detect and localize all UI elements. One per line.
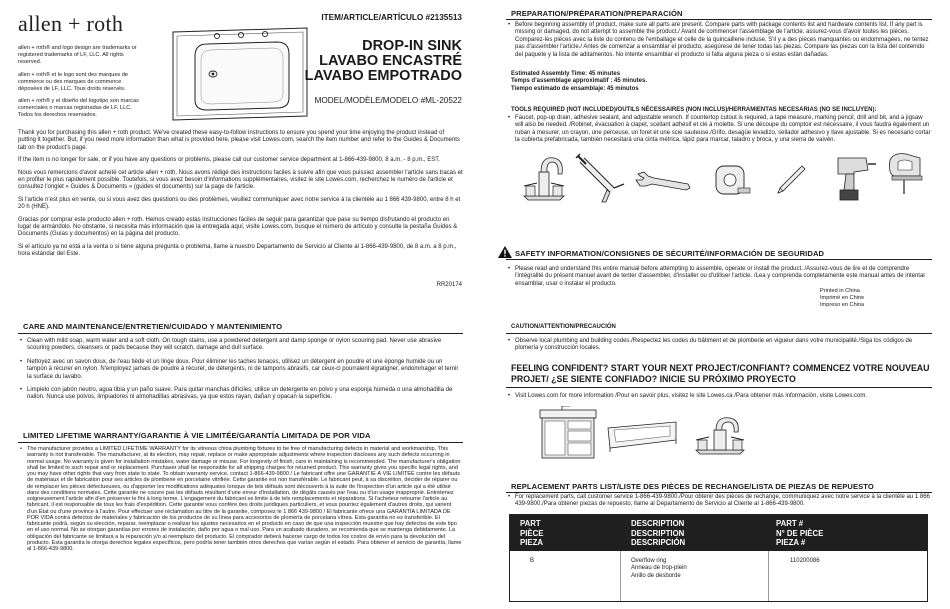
intro-fr-2: Si l'article n'est plus en vente, ou si vous avez des questions ou des problèmes, veuillez communiquer avec notre service à la clientèle au 1 866 439-9800, entre 8 h et 20 h (HNE).: [18, 196, 461, 211]
title-es: LAVABO EMPOTRADO: [304, 68, 462, 84]
item-number: ITEM/ARTICLE/ARTÍCULO #2135513: [321, 13, 462, 22]
col-part-es: PIEZA: [520, 538, 543, 547]
trademark-en: allen + roth® and logo design are trademarks or registered trademarks of LF, LLC. All rights reserved.: [18, 45, 137, 65]
confident-list: [508, 393, 932, 404]
col-desc-header: [631, 519, 685, 548]
warranty-list: [20, 446, 463, 556]
printed-in-es: Impreso en China: [820, 301, 865, 308]
wrench-icon: [632, 168, 694, 192]
prep-list: [508, 22, 932, 63]
brand-logo: allen + roth: [18, 11, 124, 36]
confident-rule: [506, 387, 932, 388]
prep-rule: [506, 19, 932, 20]
confident-text: • Visit Lowes.com for more information /Pour en savoir plus, visitez le site Lowes.ca /Para obtener más información, visite Lowes.com.: [508, 393, 932, 400]
safety-list: [508, 266, 932, 292]
row-part: B: [530, 558, 535, 564]
row-desc-es: Anillo de desborde: [631, 572, 681, 579]
col-num-en: PART #: [776, 519, 804, 528]
col-part-fr: PIÈCE: [520, 528, 544, 538]
col-divider-2: [768, 551, 769, 601]
row-desc-en: Overflow ring: [631, 558, 667, 564]
caution-rule: [506, 333, 932, 334]
intro-es-2: Si el artículo ya no está a la venta o si tiene alguna pregunta o problema, llame a nuestro Departamento de Servicio al Cliente al 1-866-439-9800, de 8 a.m. a 8 p.m., hora estándar del Este.: [18, 243, 457, 258]
replacement-text: • For replacement parts, call customer service 1-866-439-9800./Pour obtenir des pièces de rechange, communiquez avec notre service à la clientèle au 1 866 439-9800./Para obtener piezas de repuesto, llame al Departamento de Servicio al Cliente al 1-866-439-9800.: [508, 494, 932, 509]
assembly-time: [511, 71, 811, 93]
intro-text: [18, 130, 463, 259]
care-heading: CARE AND MAINTENANCE/ENTRETIEN/CUIDADO Y MANTENIMIENTO: [23, 322, 283, 331]
faucet-icon: [520, 150, 568, 202]
assembly-time-es: Tiempo estimado de ensamblaje: 45 minutos: [511, 85, 639, 92]
title-en: DROP-IN SINK: [362, 38, 462, 54]
model-number: MODEL/MODÈLE/MODELO #ML-20522: [314, 96, 462, 105]
row-desc: [631, 558, 687, 580]
intro-en-1: Thank you for purchasing this allen + roth product. We've created these easy-to-follow instructions to ensure you spend your time enjoying the product instead of putting it together. But, if you need more information than what is provided here, please visit Lowes.com, search the item number and refer to the Guides & Documents tab on the product's page.: [18, 130, 460, 151]
col-desc-en: DESCRIPTION: [631, 519, 685, 528]
replacement-heading: REPLACEMENT PARTS LIST/LISTE DES PIÈCES DE RECHANGE/LISTA DE PIEZAS DE REPUESTO: [511, 482, 874, 491]
prep-heading: PREPARATION/PRÉPARATION/PREPARACIÓN: [511, 9, 683, 18]
title-fr: LAVABO ENCASTRÉ: [319, 53, 462, 69]
caution-heading: CAUTION/ATTENTION/PRECAUCIÓN: [511, 324, 616, 330]
assembly-time-fr: Temps d'assemblage approximatif : 45 minutes.: [511, 78, 648, 85]
col-part-header: [520, 519, 543, 548]
care-rule: [18, 333, 463, 334]
row-part-number: 110200086: [790, 558, 820, 564]
caution-list: [508, 338, 932, 357]
caulk-gun-icon: [572, 150, 628, 206]
safety-heading: SAFETY INFORMATION/CONSIGNES DE SÉCURITÉ/INFORMACIÓN DE SEGURIDAD: [515, 249, 825, 258]
document-code: RR20174: [436, 282, 462, 288]
trademark-es: allen + roth® y el diseño del logotipo son marcas comerciales o marcas registradas de LF, LLC. Todos los derechos reservados.: [18, 98, 139, 119]
row-desc-fr: Anneau de trop-plein: [631, 565, 687, 572]
col-desc-es: DESCRIPCIÓN: [631, 538, 686, 547]
pencil-icon: [774, 162, 808, 196]
vanity-icon: [536, 406, 600, 462]
tape-measure-icon: [712, 160, 752, 200]
intro-en-2: If the item is no longer for sale, or if you have any questions or problems, please call our customer service department at 1-866-439-9800, 8 a.m. - 8 p.m., EST.: [18, 157, 440, 164]
assembly-time-en: Estimated Assembly Time: 45 minutes: [511, 71, 621, 77]
tools-text: • Faucet, pop-up drain, adhesive sealant, and adjustable wrench. If countertop cutout is required, a tape measure, marking pencil, drill and bit, and a jigsaw will also be needed. /Robinet, évacuation à clapet, scellant adhésif et clé à molette. Si une découpe du comptoir est nécessaire, il vous faudra également un ruban à mesurer, un crayon, une perceuse, un foret et une scie sauteuse./Grifo, desagüe levadizo, sellador adhesivo y llave ajustable. Si es necesario cortar la cubierta prefabricada, también necesitará una cinta métrica, lápiz para marcar, taladro y broca, y una sierra de vaivén.: [508, 115, 932, 145]
drill-icon: [832, 150, 878, 202]
col-part-en: PART: [520, 519, 541, 528]
tools-list: [508, 115, 932, 149]
col-num-es: PIEZA #: [776, 538, 806, 547]
intro-es-1: Gracias por comprar este producto allen + roth. Hemos creado estas instrucciones fáciles de seguir para garantizar que pase su tiempo disfrutando el producto en lugar de armándolo. No obstante, si necesita más información que la entregada aquí, visite Lowes.com, busque el número de artículo y consulte la pestaña Guides & Documents (Guías y documentos) en la página del producto.: [18, 216, 458, 238]
care-item-en: • Clean with mild soap, warm water and a soft cloth. On tough stains, use a powdered detergent and damp sponge or nylon scouring pad. Never use abrasive scouring powders, cleansers or pads because they will scratch, damage and dull surface.: [20, 338, 463, 353]
caution-text: • Observe local plumbing and building codes./Respectez les codes du bâtiment et de plomberie en vigueur dans votre municipalité./Siga los códigos de plomería y construcción locales.: [508, 338, 932, 353]
replacement-rule: [506, 492, 932, 493]
parts-table: [509, 514, 928, 602]
jigsaw-icon: [884, 150, 928, 202]
replacement-list: [508, 494, 932, 513]
care-item-fr: • Nettoyez avec un savon doux, de l'eau tiède et un linge doux. Pour éliminer les taches tenaces, utilisez un détergent en poudre et une éponge humide ou un tampon à récurer en nylon. N'employez jamais de poudre à récurer, de détergents, ni de tampons abrasifs, car ceux-ci pourraient égratigner, endommager et ternir la surface du lavabo.: [20, 359, 463, 381]
bathtub-icon: [606, 418, 678, 454]
col-divider-1: [620, 551, 621, 601]
prep-text: • Before beginning assembly of product, make sure all parts are present. Compare parts with package contents list and hardware contents list. If any part is missing or damaged, do not attempt to assemble the product./ Avant de commencer l'assemblage de l'article, assurez-vous d'avoir toutes les pièces. Comparez-les pièces avec la liste du contenu de l'emballage et celle de la quincaillerie incluse. S'il y a des pièces manquantes ou endommagées, ne tentez pas d'assembler l'article./ Antes de comenzar a ensamblar el producto, asegúrese de tener todas las piezas. Compare las piezas con la lista del contenido del paquete y la lista de aditamentos. No intente ensamblar el producto si falta alguna pieza o si estas están dañadas.: [508, 22, 932, 59]
tools-heading: TOOLS REQUIRED (NOT INCLUDED)/OUTILS NÉCESSAIRES (NON INCLUS)/HERRAMIENTAS NECESARIAS (NO SE INCLUYEN):: [511, 107, 877, 113]
col-num-fr: N° DE PIÈCE: [776, 528, 824, 538]
col-num-header: [776, 519, 823, 548]
care-list: [20, 338, 463, 406]
col-desc-fr: DESCRIPTION: [631, 528, 685, 538]
warranty-rule: [18, 442, 463, 443]
confident-heading: FEELING CONFIDENT? START YOUR NEXT PROJECT/CONFIANT? COMMENCEZ VOTRE NOUVEAU PROJET/ ¿SE SIENTE CONFIADO? INICIE SU PRÓXIMO PROYECTO: [511, 363, 930, 384]
safety-text: • Please read and understand this entire manual before attempting to assemble, operate or install the product. /Assurez-vous de lire et de comprendre l'intégralité du présent manuel avant de tenter d'assembler, d'installer ou d'utiliser l'article. /Lea y comprenda completamente este manual antes de intentar ensamblar, usar o instalar el producto.: [508, 266, 932, 288]
bath-faucet-icon: [690, 412, 750, 456]
trademark-fr: allen + roth® et le logo sont des marques de commerce ou des marques de commerce déposées de LF, LLC. Tous droits réservés.: [18, 71, 129, 92]
care-item-es: • Limpielo con jabón neutro, agua tibia y un paño suave. Para quitar manchas difíciles, utilice un detergente en polvo y una esponja húmeda o una almohadilla de nailon. Nunca use polvos, limpiadores ni almohadillas abrasivas, ya que estos rayan, dañan y opacan la superficie.: [20, 387, 463, 402]
intro-fr-1: Nous vous remercions d'avoir acheté cet article allen + roth. Nous avons rédigé des instructions faciles à suivre afin que vous puissiez assembler l'article sans tracas et en profiter le plus rapidement possible. Toutefois, si vous avez besoin d'informations supplémentaires, visitez le site Lowes.com, recherchez le numéro de l'article et consultez l'onglet « Guides & Documents » (guides et documents) sur la page de l'article.: [18, 169, 463, 191]
safety-rule: [506, 259, 932, 260]
printed-in-en: Printed in China: [820, 288, 860, 294]
printed-in-fr: Imprimé en Chine: [820, 294, 865, 301]
warranty-heading: LIMITED LIFETIME WARRANTY/GARANTIE À VIE LIMITÉE/GARANTÍA LIMITADA DE POR VIDA: [23, 431, 371, 440]
warranty-text: • The manufacturer provides a LIMITED LIFETIME WARRANTY for its vitreous china plumbing fixtures to be free of manufacturing defects in material and workmanship. This warranty is not transferable. The manufacturer, at its election, may repair, replace or make appropriate adjustments where inspection discloses any such defects occurring in normal usage. No warranty is given for installation mistakes, water damage or misuse. For longevity of finish, care in maintaining is recommended. The manufacturer's obligation shall be limited to such repair and or replacement. Purchaser shall be responsible for all shipping charges for returned product. This warranty gives you specific legal rights, and you may have other rights that vary from state to state. To obtain warranty service, contact 1-866-439-9800 / Le fabricant offre une GARANTIE À VIE LIMITÉE contre les défauts de matériaux et de fabrication pour ses articles de plomberie en porcelaine vitrifiée. Cette garantie est non transférable. Le fabricant peut, à sa discrétion, décider de réparer ou de remplacer les pièces défectueuses, ou d'apporter les modifications adéquates lorsque de tels défauts sont découverts à la suite de l'inspection d'un article qui a été utilisé dans des conditions normales. Cette garantie ne couvre pas les défauts résultant d'une erreur d'installation, de dégâts causés par l'eau ou d'un usage inapproprié. Entretenez soigneusement l'article afin d'en préserver le fini à long terme. L'engagement du fabricant se limite à de tels remplacements et réparations. Si l'acheteur retourne l'article au fabricant, il est responsable de tous les frais d'expédition. Cette garantie vous confère des droits juridiques particuliers, et vous pourriez également d'autres droits, qui varient d'un État ou d'une province à l'autre. Pour effectuer une réclamation au titre de la garantie, composez le 1 866 439-9800 / El fabricante ofrece una GARANTÍA LIMITADA DE POR VIDA contra defectos de materiales y fabricación de los productos de su línea para accesorios de plomería de porcelana vítrea. Esta garantía no es transferible. El fabricante podrá, según su elección, reparar, reemplazar o realizar los ajustes necesarios en el producto en caso de que una inspección muestre que hay defectos de este tipo en el uso normal. No se otorgan garantías por errores de instalación, daño por agua o mal uso. Para un acabado duradero, se recomienda que se mantenga debidamente. La obligación del fabricante se limitará a la reparación y/o al reemplazo del producto. El comprador deberá hacerse cargo de todos los costos de envío para la devolución del producto. Esta garantía le otorga derechos legales específicos, pero podría tener también otros derechos que varían según el estado. Para obtener el servicio de garantía, llame al 1-866-439-9800.: [20, 446, 463, 552]
parts-table-header: [510, 515, 927, 551]
trademark-notice: [18, 45, 143, 119]
warning-icon: [498, 246, 512, 258]
